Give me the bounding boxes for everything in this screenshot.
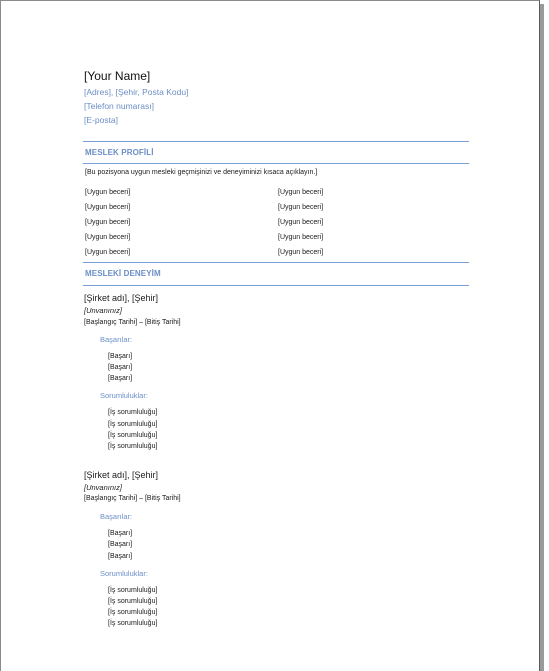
responsibility-item[interactable]: [İş sorumluluğu]: [108, 620, 158, 627]
section-rule: [83, 262, 469, 263]
company-line[interactable]: [Şirket adı], [Şehir]: [84, 293, 159, 303]
job-dates[interactable]: [Başlangıç Tarihi] – [Bitiş Tarihi]: [84, 319, 181, 326]
section-rule: [83, 141, 469, 142]
job-dates[interactable]: [Başlangıç Tarihi] – [Bitiş Tarihi]: [84, 495, 181, 502]
page-shadow: [540, 4, 544, 671]
address-line[interactable]: [Adres], [Şehir, Posta Kodu]: [84, 87, 189, 97]
experience-heading: MESLEKİ DENEYİM: [85, 269, 161, 278]
responsibility-item[interactable]: [İş sorumluluğu]: [108, 443, 158, 450]
skill-item[interactable]: [Uygun beceri]: [85, 219, 131, 226]
email-line[interactable]: [E-posta]: [84, 115, 119, 125]
phone-line[interactable]: [Telefon numarası]: [84, 101, 154, 111]
skill-item[interactable]: [Uygun beceri]: [278, 234, 324, 241]
skill-item[interactable]: [Uygun beceri]: [85, 234, 131, 241]
responsibilities-label: Sorumluluklar:: [100, 391, 148, 400]
job-title[interactable]: [Unvanınız]: [84, 483, 122, 492]
section-rule: [83, 285, 469, 286]
skill-item[interactable]: [Uygun beceri]: [85, 204, 131, 211]
achievement-item[interactable]: [Başarı]: [108, 541, 133, 548]
responsibilities-label: Sorumluluklar:: [100, 569, 148, 578]
skill-item[interactable]: [Uygun beceri]: [278, 189, 324, 196]
skill-item[interactable]: [Uygun beceri]: [278, 249, 324, 256]
skill-item[interactable]: [Uygun beceri]: [278, 204, 324, 211]
responsibility-item[interactable]: [İş sorumluluğu]: [108, 421, 158, 428]
section-rule: [83, 163, 469, 164]
profile-summary[interactable]: [Bu pozisyona uygun mesleki geçmişinizi ve deneyiminizi kısaca açıklayın.]: [85, 169, 318, 176]
responsibility-item[interactable]: [İş sorumluluğu]: [108, 587, 158, 594]
achievement-item[interactable]: [Başarı]: [108, 353, 133, 360]
achievement-item[interactable]: [Başarı]: [108, 530, 133, 537]
profile-heading: MESLEK PROFİLİ: [85, 148, 154, 157]
job-title[interactable]: [Unvanınız]: [84, 306, 122, 315]
company-line[interactable]: [Şirket adı], [Şehir]: [84, 470, 159, 480]
responsibility-item[interactable]: [İş sorumluluğu]: [108, 598, 158, 605]
responsibility-item[interactable]: [İş sorumluluğu]: [108, 409, 158, 416]
achievement-item[interactable]: [Başarı]: [108, 364, 133, 371]
achievement-item[interactable]: [Başarı]: [108, 375, 133, 382]
responsibility-item[interactable]: [İş sorumluluğu]: [108, 609, 158, 616]
achievement-item[interactable]: [Başarı]: [108, 553, 133, 560]
skill-item[interactable]: [Uygun beceri]: [85, 189, 131, 196]
skill-item[interactable]: [Uygun beceri]: [85, 249, 131, 256]
achievements-label: Başarılar:: [100, 512, 133, 521]
skill-item[interactable]: [Uygun beceri]: [278, 219, 324, 226]
resume-name[interactable]: [Your Name]: [84, 69, 151, 83]
achievements-label: Başarılar:: [100, 335, 133, 344]
responsibility-item[interactable]: [İş sorumluluğu]: [108, 432, 158, 439]
